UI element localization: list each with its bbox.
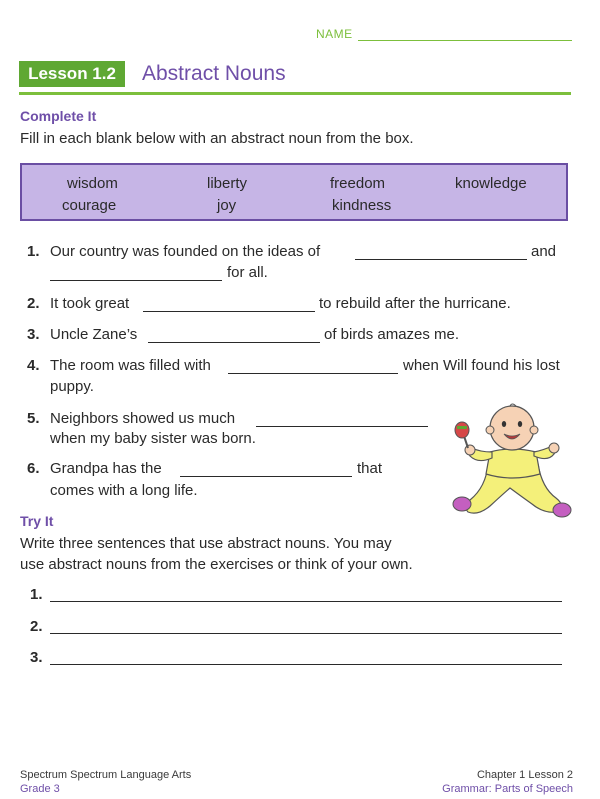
- exercise-number: 3.: [27, 326, 40, 343]
- exercise-text: of birds amazes me.: [324, 326, 460, 343]
- exercise-text: when Will found his lost: [403, 357, 560, 374]
- word-box-item: liberty: [207, 175, 248, 192]
- exercise-text: Grandpa has the: [50, 460, 162, 477]
- footer-chapter: Chapter 1 Lesson 2: [476, 769, 573, 781]
- try-it-number: 3.: [30, 649, 43, 666]
- answer-blank[interactable]: [228, 373, 398, 374]
- exercise-text: to rebuild after the hurricane.: [319, 295, 511, 312]
- try-it-instructions: use abstract nouns from the exercises or think of your own.: [20, 556, 413, 573]
- try-it-number: 1.: [30, 586, 43, 603]
- exercise-text: Uncle Zane’s: [50, 326, 138, 343]
- footer-topic: Grammar: Parts of Speech: [442, 783, 573, 795]
- lesson-badge: Lesson 1.2: [19, 61, 125, 87]
- try-it-number: 2.: [30, 618, 43, 635]
- sentence-line[interactable]: [50, 633, 562, 634]
- answer-blank[interactable]: [180, 476, 352, 477]
- complete-it-instructions: Fill in each blank below with an abstract noun from the box.: [20, 130, 414, 147]
- name-line[interactable]: [358, 40, 572, 41]
- exercise-text: puppy.: [50, 378, 94, 395]
- try-it-heading: Try It: [20, 513, 54, 529]
- lesson-title: Abstract Nouns: [142, 62, 286, 85]
- exercise-text: Neighbors showed us much: [50, 410, 236, 427]
- exercise-text: It took great: [50, 295, 130, 312]
- exercise-text: for all.: [227, 264, 268, 281]
- exercise-number: 5.: [27, 410, 40, 427]
- sentence-line[interactable]: [50, 664, 562, 665]
- baby-with-rattle-icon: [448, 402, 574, 522]
- word-box-item: wisdom: [67, 175, 118, 192]
- exercise-text: comes with a long life.: [50, 482, 198, 499]
- exercise-text: and: [531, 243, 557, 260]
- name-label: NAME: [316, 27, 353, 41]
- exercise-text: Our country was founded on the ideas of: [50, 243, 321, 260]
- name-field[interactable]: [316, 27, 572, 45]
- exercise-text: The room was filled with: [50, 357, 211, 374]
- complete-it-heading: Complete It: [20, 108, 97, 124]
- word-box-item: joy: [217, 197, 237, 214]
- footer-publisher: Spectrum Spectrum Language Arts: [20, 769, 192, 781]
- word-box-item: freedom: [330, 175, 386, 192]
- footer-grade: Grade 3: [20, 783, 60, 795]
- answer-blank[interactable]: [256, 426, 428, 427]
- answer-blank[interactable]: [50, 280, 222, 281]
- exercise-number: 6.: [27, 460, 40, 477]
- word-box-item: kindness: [332, 197, 392, 214]
- exercise-text: when my baby sister was born.: [50, 430, 256, 447]
- exercise-number: 2.: [27, 295, 40, 312]
- exercise-number: 1.: [27, 243, 40, 260]
- try-it-instructions: Write three sentences that use abstract nouns. You may: [20, 535, 392, 552]
- answer-blank[interactable]: [143, 311, 315, 312]
- word-box: [20, 163, 568, 221]
- word-box-item: knowledge: [455, 175, 527, 192]
- answer-blank[interactable]: [355, 259, 527, 260]
- header-divider: [19, 92, 571, 95]
- word-box-item: courage: [62, 197, 117, 214]
- answer-blank[interactable]: [148, 342, 320, 343]
- sentence-line[interactable]: [50, 601, 562, 602]
- exercise-number: 4.: [27, 357, 40, 374]
- exercise-text: that: [357, 460, 383, 477]
